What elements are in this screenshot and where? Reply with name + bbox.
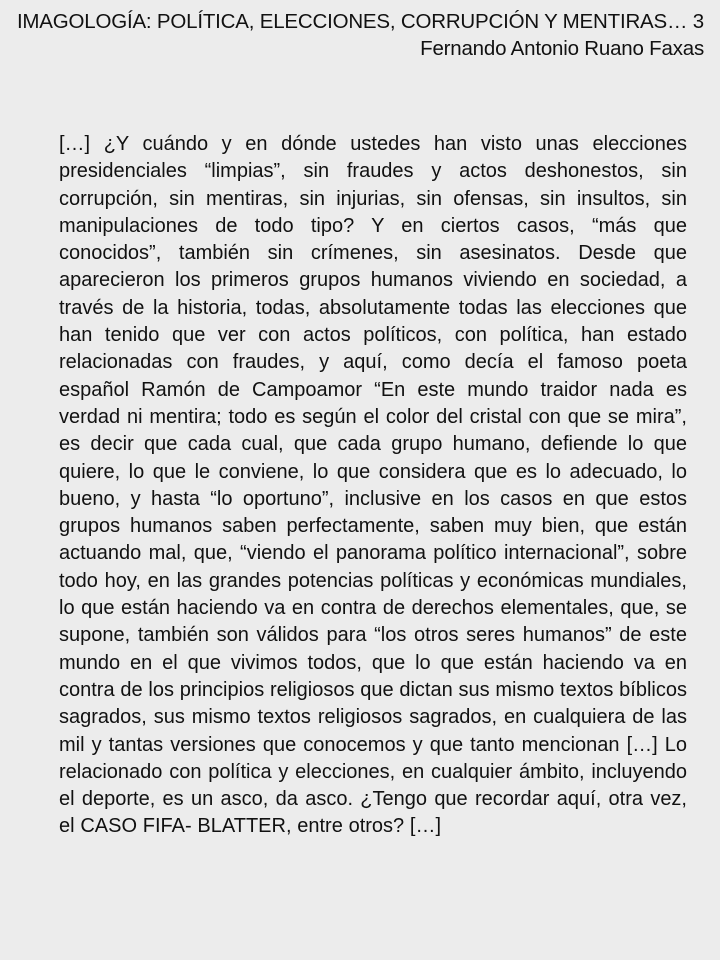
page-header (4, 8, 704, 62)
page-title: IMAGOLOGÍA: POLÍTICA, ELECCIONES, CORRUPCIÓN Y MENTIRAS… 3 (16, 10, 704, 33)
author-name: Fernando Antonio Ruano Faxas (420, 37, 704, 60)
body-paragraph: […] ¿Y cuándo y en dónde ustedes han visto unas elecciones presidenciales “limpias”, sin fraudes y actos deshonestos, sin corrupción, sin mentiras, sin injurias, sin ofensas, sin insultos, sin manipulaciones de todo tipo? Y en ciertos casos, “más que conocidos”, también sin crímenes, sin asesinatos. Desde que aparecieron los primeros grupos humanos viviendo en sociedad, a través de la historia, todas, absolutamente todas las elecciones que han tenido que ver con actos políticos, con política, han estado relacionadas con fraudes, y aquí, como decía el famoso poeta español Ramón de Campoamor “En este mundo traidor nada es verdad ni mentira; todo es según el color del cristal con que se mira”, es decir que cada cual, que cada grupo humano, defiende lo que quiere, lo que le conviene, lo que considera que es lo adecuado, lo bueno, y hasta “lo oportuno”, inclusive en los casos en que estos grupos humanos saben perfectamente, saben muy bien, que están actuando mal, que, “viendo el panorama político internacional”, sobre todo hoy, en las grandes potencias políticas y económicas mundiales, lo que están haciendo va en contra de derechos elementales, que, se supone, también son válidos para “los otros seres humanos” de este mundo en el que vivimos todos, que lo que están haciendo va en contra de los principios religiosos que dictan sus mismo textos bíblicos sagrados, sus mismo textos religiosos sagrados, en cualquiera de las mil y tantas versiones que conocemos y que tanto mencionan […] Lo relacionado con política y elecciones, en cualquier ámbito, incluyendo el deporte, es un asco, da asco. ¿Tengo que recordar aquí, otra vez, el CASO FIFA- BLATTER, entre otros? […] (59, 133, 687, 838)
